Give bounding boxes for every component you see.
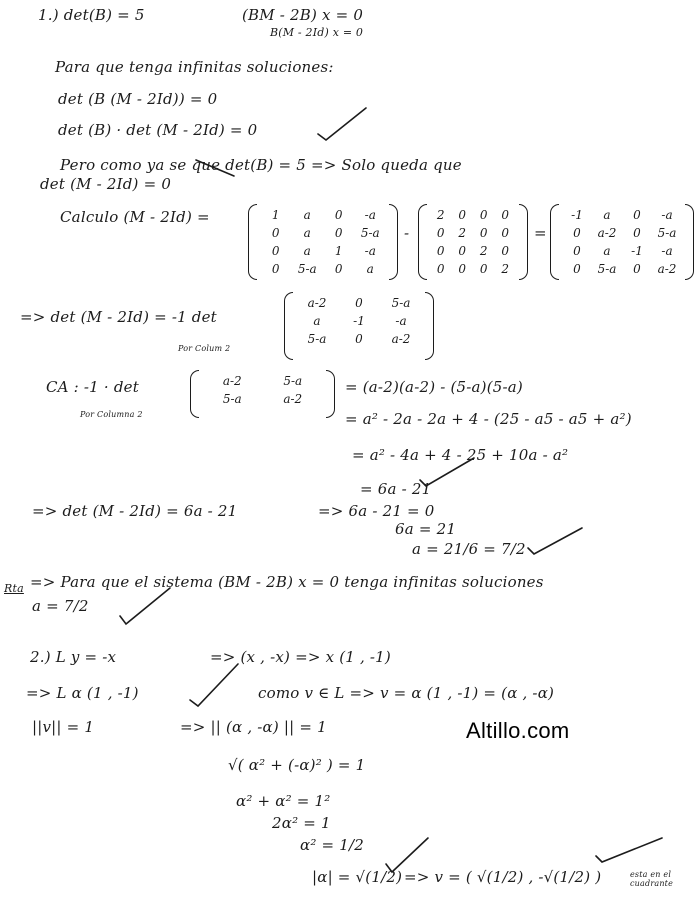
matrix-cell: 5-a bbox=[597, 262, 617, 276]
matrix-cell: 5-a bbox=[360, 226, 380, 240]
line-since-det-b: Pero como ya se que det(B) = 5 => Solo queda que bbox=[60, 156, 462, 174]
matrix-cell: 0 bbox=[458, 244, 467, 258]
line-2-line-def: 2.) L y = -x bbox=[30, 648, 117, 666]
matrix-cell: -1 bbox=[571, 208, 583, 222]
line-det-m-zero: det (M - 2Id) = 0 bbox=[40, 175, 172, 193]
line-expand-2: = a² - 2a - 2a + 4 - (25 - a5 - a5 + a²) bbox=[345, 410, 632, 428]
matrix-cell: -a bbox=[395, 314, 407, 328]
line-2-norm-alpha: => || (α , -α) || = 1 bbox=[180, 718, 327, 736]
matrix-cell: a bbox=[303, 208, 311, 222]
line-2-norm: ||v|| = 1 bbox=[32, 718, 95, 736]
matrix-cell: 0 bbox=[355, 332, 363, 346]
line-6a-21: 6a = 21 bbox=[395, 520, 457, 538]
matrix-cell: 5-a bbox=[222, 392, 242, 406]
matrix-cell: 0 bbox=[355, 296, 363, 310]
line-det-split: det (B) · det (M - 2Id) = 0 bbox=[58, 121, 258, 139]
line-expand-1: = (a-2)(a-2) - (5-a)(5-a) bbox=[345, 378, 523, 396]
check-mark-4 bbox=[120, 588, 170, 624]
check-mark-5 bbox=[190, 664, 238, 706]
line-system: (BM - 2B) x = 0 bbox=[242, 6, 364, 24]
matrix-cell: 0 bbox=[436, 244, 445, 258]
matrix-cell: -a bbox=[661, 244, 673, 258]
matrix-cell: -a bbox=[364, 208, 376, 222]
matrix-cell: -1 bbox=[631, 244, 643, 258]
line-a-value: a = 21/6 = 7/2 bbox=[412, 540, 526, 558]
matrix-cell: a bbox=[603, 244, 611, 258]
line-system-factored: B(M - 2Id) x = 0 bbox=[270, 26, 364, 39]
matrix-cell: a-2 bbox=[307, 296, 327, 310]
check-mark-7 bbox=[596, 838, 662, 862]
line-2-abs-alpha: |α| = √(1/2) bbox=[312, 868, 403, 886]
line-det-product-zero: det (B (M - 2Id)) = 0 bbox=[58, 90, 218, 108]
note-cuadrante: esta en el cuadrante bbox=[630, 870, 674, 888]
note-por-columna-2: Por Columna 2 bbox=[80, 410, 143, 419]
matrix-cell: 0 bbox=[633, 226, 641, 240]
check-mark-2 bbox=[420, 458, 474, 486]
matrix-cell: 5-a bbox=[657, 226, 677, 240]
matrix-cell: 0 bbox=[271, 262, 280, 276]
check-mark-1 bbox=[318, 108, 366, 140]
matrix-cell: a bbox=[603, 208, 611, 222]
line-ca: CA : -1 · det bbox=[46, 378, 139, 396]
line-calculo: Calculo (M - 2Id) = bbox=[60, 208, 210, 226]
line-infinite-solutions: Para que tenga infinitas soluciones: bbox=[55, 58, 334, 76]
matrix-cell: 1 bbox=[271, 208, 280, 222]
matrix-cell: 2 bbox=[436, 208, 445, 222]
matrix-cell: 0 bbox=[501, 208, 510, 222]
matrix-cell: 0 bbox=[271, 226, 280, 240]
matrix-cell: 0 bbox=[458, 208, 467, 222]
matrix-cell: a bbox=[303, 226, 311, 240]
line-expand-4: = 6a - 21 bbox=[360, 480, 432, 498]
matrix-cell: 0 bbox=[633, 208, 641, 222]
line-2-2alpha: 2α² = 1 bbox=[272, 814, 331, 832]
matrix-cell: 5-a bbox=[283, 374, 303, 388]
matrix-cell: a bbox=[313, 314, 321, 328]
matrix-cell: 2 bbox=[501, 262, 510, 276]
matrix-cell: 5-a bbox=[307, 332, 327, 346]
matrix-cell: a-2 bbox=[283, 392, 303, 406]
matrix-cell: 0 bbox=[573, 262, 581, 276]
matrix-cell: 0 bbox=[458, 262, 467, 276]
matrix-cell: -a bbox=[661, 208, 673, 222]
line-expand-3: = a² - 4a + 4 - 25 + 10a - a² bbox=[352, 446, 569, 464]
line-2-sqrt: √( α² + (-α)² ) = 1 bbox=[228, 756, 366, 774]
matrix-cell: 1 bbox=[334, 244, 343, 258]
matrix-cell: 0 bbox=[479, 262, 488, 276]
line-equation: => 6a - 21 = 0 bbox=[318, 502, 435, 520]
matrix-cell: 0 bbox=[501, 226, 510, 240]
strike-ya bbox=[196, 160, 234, 176]
matrix-cell: a bbox=[303, 244, 311, 258]
line-det-expansion: => det (M - 2Id) = -1 det bbox=[20, 308, 217, 326]
line-2-param: => L α (1 , -1) bbox=[26, 684, 139, 702]
matrix-cell: 0 bbox=[501, 244, 510, 258]
matrix-cell: 0 bbox=[436, 262, 445, 276]
line-answer-a: a = 7/2 bbox=[32, 597, 89, 615]
label-rta: Rta bbox=[4, 582, 24, 595]
line-det-result: => det (M - 2Id) = 6a - 21 bbox=[32, 502, 238, 520]
matrix-cell: a-2 bbox=[222, 374, 242, 388]
matrix-cell: a-2 bbox=[391, 332, 411, 346]
matrix-cell: 0 bbox=[573, 244, 581, 258]
check-mark-3 bbox=[528, 528, 582, 554]
matrix-cell: -a bbox=[364, 244, 376, 258]
matrix-cell: 2 bbox=[479, 244, 488, 258]
matrix-cell: 5-a bbox=[297, 262, 317, 276]
matrix-cell: 2 bbox=[458, 226, 467, 240]
line-2-v-result: => v = ( √(1/2) , -√(1/2) ) bbox=[404, 868, 602, 886]
matrix-cell: 0 bbox=[573, 226, 581, 240]
matrix-cell: 0 bbox=[271, 244, 280, 258]
matrix-cell: 0 bbox=[633, 262, 641, 276]
line-2-sum: α² + α² = 1² bbox=[236, 792, 331, 810]
check-mark-6 bbox=[386, 838, 428, 872]
matrix-cell: 5-a bbox=[391, 296, 411, 310]
line-answer: => Para que el sistema (BM - 2B) x = 0 tenga infinitas soluciones bbox=[30, 573, 544, 591]
minus-sign: - bbox=[404, 224, 410, 242]
matrix-cell: 0 bbox=[334, 262, 343, 276]
matrix-cell: 0 bbox=[334, 226, 343, 240]
matrix-cell: a-2 bbox=[597, 226, 617, 240]
line-2-como: como v ∈ L => v = α (1 , -1) = (α , -α) bbox=[258, 684, 555, 702]
line-2-vector: => (x , -x) => x (1 , -1) bbox=[210, 648, 391, 666]
matrix-cell: 0 bbox=[436, 226, 445, 240]
matrix-cell: 0 bbox=[479, 208, 488, 222]
watermark-altillo: Altillo.com bbox=[466, 718, 570, 743]
matrix-cell: a bbox=[366, 262, 374, 276]
line-2-alpha-sq: α² = 1/2 bbox=[300, 836, 364, 854]
matrix-cell: a-2 bbox=[657, 262, 677, 276]
equals-sign: = bbox=[534, 224, 547, 242]
matrix-cell: -1 bbox=[353, 314, 365, 328]
note-por-columna: Por Colum 2 bbox=[178, 344, 231, 353]
matrix-cell: 0 bbox=[334, 208, 343, 222]
line-det-b: 1.) det(B) = 5 bbox=[38, 6, 145, 24]
matrix-cell: 0 bbox=[479, 226, 488, 240]
